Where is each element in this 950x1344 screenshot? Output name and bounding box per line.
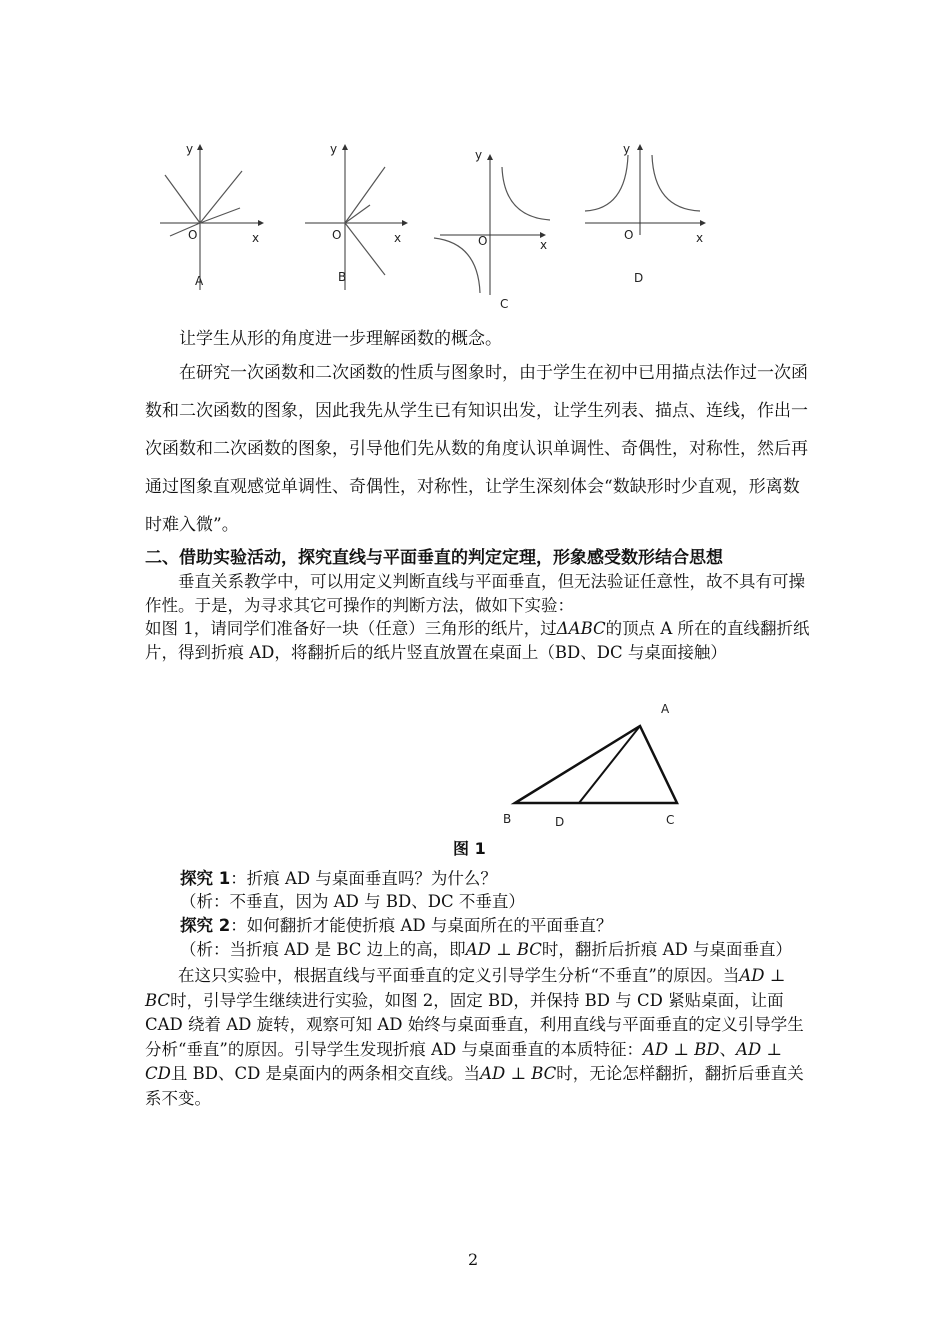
graph-c-x-label: x	[540, 238, 548, 252]
label-b: B	[503, 812, 512, 826]
graph-c-origin: O	[478, 234, 488, 248]
section-heading: 二、借助实验活动，探究直线与平面垂直的判定定理，形象感受数形结合思想	[145, 548, 723, 568]
final-t5: 时，无论怎样翻折，翻折后垂直关系不变。	[145, 1064, 804, 1108]
explore-q1-text: ：折痕 AD 与桌面垂直吗？为什么？	[230, 869, 497, 888]
explore-a2-b: 时，翻折后折痕 AD 与桌面垂直）	[541, 940, 793, 959]
graph-a-y-label: y	[186, 142, 194, 156]
graph-b-x-label: x	[394, 231, 402, 245]
function-graphs	[140, 135, 720, 315]
explore-q2	[180, 914, 845, 938]
graph-b	[305, 142, 408, 290]
explore-a2-a: （析：当折痕 AD 是 BC 边上的高，即	[180, 940, 466, 959]
graph-a	[160, 142, 264, 290]
graph-c-y-label: y	[475, 148, 483, 162]
fig1-text-b: 的顶点 A 所在的直线翻折纸片，得到折痕 AD，将翻折后的纸片竖直放置在桌面上（BD、DC 与桌面接触）	[145, 619, 810, 662]
graph-a-origin: O	[188, 228, 198, 242]
explore-a2	[180, 938, 820, 962]
explore-q1	[180, 867, 845, 891]
graph-c-caption: C	[500, 297, 509, 311]
graph-d	[585, 142, 706, 285]
final-m3: AD ⊥ CD	[145, 1039, 782, 1083]
explore-a1: （析：不垂直，因为 AD 与 BD、DC 不垂直）	[180, 892, 525, 911]
explore-q2-label: 探究 2	[180, 916, 231, 935]
final-m4: AD ⊥ BC	[480, 1064, 557, 1083]
figure1-caption: 图 1	[453, 839, 486, 858]
graph-d-y-label: y	[623, 142, 631, 156]
explore-q1-label: 探究 1	[180, 869, 231, 888]
final-t4: 且 BD、CD 是桌面内的两条相交直线。当	[170, 1064, 481, 1083]
graph-a-caption: A	[195, 274, 204, 288]
label-d: D	[555, 815, 565, 829]
page-number: 2	[468, 1250, 479, 1269]
paragraph-vertical-intro: 垂直关系教学中，可以用定义判断直线与平面垂直，但无法验证任意性，故不具有可操作性。于是，为寻求其它可操作的判断方法，做如下实验：	[145, 572, 805, 615]
fig1-text-a: 如图 1，请同学们准备好一块（任意）三角形的纸片，过	[145, 619, 557, 638]
paragraph-graph-intro: 让学生从形的角度进一步理解函数的概念。	[179, 329, 502, 349]
graph-b-origin: O	[332, 228, 342, 242]
final-t2: 时，引导学生继续进行实验，如图 2，固定 BD，并保持 BD 与 CD 紧贴桌面，让面 CAD 绕着 AD 旋转，观察可知 AD 始终与桌面垂直，利用直线与平面垂直的定义引导学生分析“垂直”的原因。引导学生发现折痕 AD 与桌面垂直的本质特征：	[145, 990, 804, 1059]
graph-d-caption: D	[634, 271, 644, 285]
graph-d-x-label: x	[696, 231, 704, 245]
final-t3: 、	[719, 1039, 737, 1059]
graph-c	[434, 148, 550, 311]
paragraph-function-study: 在研究一次函数和二次函数的性质与图象时，由于学生在初中已用描点法作过一次函数和二次函数的图象，因此我先从学生已有知识出发，让学生列表、描点、连线，作出一次函数和二次函数的图象，引导他们先从数的角度认识单调性、奇偶性，对称性，然后再通过图象直观感觉单调性、奇偶性，对称性，让学生深刻体会“数缺形时少直观，形离数时难入微”。	[145, 363, 808, 535]
explore-a2-math: AD ⊥ BC	[465, 940, 542, 959]
graph-b-caption: B	[338, 270, 347, 284]
paragraph-figure1-instructions	[145, 617, 810, 664]
final-t1: 在这只实验中，根据直线与平面垂直的定义引导学生分析“不垂直”的原因。当	[178, 966, 740, 985]
graph-d-origin: O	[624, 228, 634, 242]
graph-b-y-label: y	[330, 142, 338, 156]
label-c: C	[666, 813, 675, 827]
label-a: A	[661, 702, 670, 716]
figure1-triangle	[495, 695, 695, 835]
final-m2: AD ⊥ BD	[643, 1039, 720, 1059]
triangle-symbol: ΔABC	[556, 619, 606, 638]
final-m1: AD ⊥ BC	[145, 966, 786, 1010]
graph-a-x-label: x	[252, 231, 260, 245]
paragraph-experiment-analysis	[145, 964, 810, 1111]
explore-q2-text: ：如何翻折才能使折痕 AD 与桌面所在的平面垂直？	[230, 916, 613, 935]
